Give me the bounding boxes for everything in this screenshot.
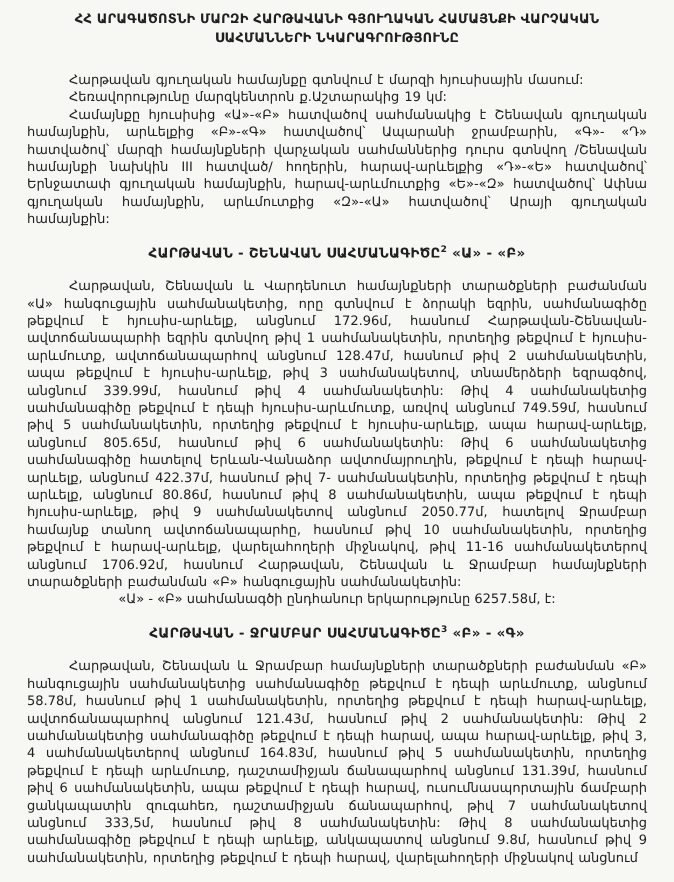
section-a-total-length-line: «Ա» - «Բ» սահմանագծի ընդհանուր երկարությունը 6257.58մ, է:	[118, 592, 556, 608]
section-a-body-paragraph: Հարթավան, Շենավան և Վարդենուտ համայնքների տարածքների բաժանման «Ա» հանգուցային սահմանակետից, որը գտնվում է ձորակի եզրին, սահմանագիծը թեքվում է հյուսիս-արևելք, անցնում 172.96մ, հասնում Հարթավան-Շենավան- ավտոճանապարհի եզրին գտնվող թիվ 1 սահմանակետին, որտեղից թեքվում է հյուսիս-արևմուտք, ավտոճանապարհով անցնում 128.47մ, հասնում թիվ 2 սահմանակետին, ապա թեքվում է հյուսիս-արևելք, թիվ 3 սահմանակետով, տնամերձերի եզրագծով, անցնում 339.99մ, հասնում թիվ 4 սահմանակետին: Թիվ 4 սահմանակետից սահմանագիծը թեքվում է դեպի հյուսիս-արևմուտք, առվով անցնում 749.59մ, հասնում թիվ 5 սահմանակետին, որտեղից թեքվում է հյուսիս-արևելք, ապա հարավ-արևելք, անցնում 805.65մ, հասնում թիվ 6 սահմանակետին: Թիվ 6 սահմանակետից սահմանագիծը հատելով Երևան-Վանաձոր ավտոմայրուղին, թեքվում է դեպի հարավ-արևելք, անցնում 422.37մ, հասնում թիվ 7- սահմանակետին, որտեղից թեքվում է դեպի արևելք, անցնում 80.86մ, հասնում թիվ 8 սահմանակետին, ապա թեքվում է դեպի հյուսիս-արևելք, թիվ 9 սահմանակետով անցնում 2050.77մ, հատելով Ջրամբար համայնք տանող ավտոճանապարհը, հասնում թիվ 10 սահմանակետին, որտեղից թեքվում է հարավ-արևելք, վարելահողերի միջնակով, թիվ 11-16 սահմանակետերով անցնում 1706.92մ, հասնում Հարթավան, Շենավան և Ջրամբար համայնքների տարածքների բաժանման «Բ» հանգուցային սահմանակետին:	[27, 279, 647, 591]
document-title-line1: ՀՀ ԱՐԱԳԱԾՈՏՆԻ ՄԱՐԶԻ ՀԱՐԹԱՎԱՆԻ ԳՅՈՒՂԱԿԱՆ ՀԱՄԱՅՆՔԻ ՎԱՐՉԱԿԱՆ	[74, 12, 600, 27]
section-b-heading-text: ՀԱՐԹԱՎԱՆ - ՋՐԱՄԲԱՐ ՍԱՀՄԱՆԱԳԻԾԸ	[149, 625, 441, 642]
section-a-heading-range: «Ա» - «Բ»	[452, 245, 526, 262]
section-a-heading	[27, 245, 647, 262]
title-spacer	[27, 48, 647, 72]
section-b-heading	[27, 625, 647, 642]
section-b-body-paragraph: Հարթավան, Շենավան և Ջրամբար համայնքների տարածքների բաժանման «Բ» հանգուցային սահմանակետից սահմանագիծը թեքվում է դեպի արևմուտք, անցնում 58.78մ, հասնում թիվ 1 սահմանակետին, որտեղից թեքվում է դեպի հարավ-արևելք, ավտոճանապարհով անցնում 121.43մ, հասնում թիվ 2 սահմանակետին: Թիվ 2 սահմանակետից սահմանագիծը թեքվում է դեպի հարավ, ապա հարավ-արևելք, թիվ 3, 4 սահմանակետերով անցնում 164.83մ, հասնում թիվ 5 սահմանակետին, որտեղից թեքվում է դեպի արևմուտք, դաշտամիջյան ճանապարհով անցնում 131.39մ, հասնում թիվ 6 սահմանակետին, ապա թեքվում է դեպի հարավ, ուսումնասպորտային ճամբարի ցանկապատին զուգահեռ, դաշտամիջյան ճանապարհով, թիվ 7 սահմանակետով անցնում 333,5մ, հասնում թիվ 8 սահմանակետին: Թիվ 8 սահմանակետից սահմանագիծը թեքվում է դեպի արևելք, անկապատով անցնում 9.8մ, հասնում թիվ 9 սահմանակետին, որտեղից թեքվում է դեպի հարավ, վարելահողերի միջնակով անցնում	[27, 659, 647, 866]
intro-paragraph-location: Հարթավան գյուղական համայնքը գտնվում է մարզի հյուսիսային մասում:	[69, 73, 584, 88]
document-title-line2: ՍԱՀՄԱՆՆԵՐԻ ՆԿԱՐԱԳՐՈՒԹՅՈՒՆԸ	[214, 31, 460, 46]
intro-paragraph-borders: Համայնքը հյուսիսից «Ա»-«Բ» հատվածով սահմանակից է Շենավան գյուղական համայնքին, արևելքից «Բ»-«Գ» հատվածով՝ Ապարանի ջրամբարին, «Գ»- «Դ» հատվածով՝ մարզի համայնքների վարչական սահմաններից դուրս գտնվող /Շենավան համայնքի նախկին III հատված/ հողերին, հարավ-արևելքից «Դ»-«Ե» հատվածով՝ Երնջատափ գյուղական համայնքին, հարավ-արևմուտքից «Ե»-«Զ» հատվածով՝ Ափնա գյուղական համայնքին, արևմուտքից «Զ»-«Ա» հատվածով՝ Արայի գյուղական համայնքին:	[27, 107, 647, 228]
section-b-heading-footnote-mark: 3	[440, 624, 448, 635]
section-a-heading-text: ՀԱՐԹԱՎԱՆ - ՇԵՆԱՎԱՆ ՍԱՀՄԱՆԱԳԻԾԸ	[148, 245, 441, 262]
intro-paragraph-distance: Հեռավորությունը մարզկենտրոն ք.Աշտարակից 19 կմ:	[69, 90, 447, 106]
section-a-heading-footnote-mark: 2	[440, 244, 448, 255]
section-b-heading-range: «Բ» - «Գ»	[452, 625, 525, 642]
